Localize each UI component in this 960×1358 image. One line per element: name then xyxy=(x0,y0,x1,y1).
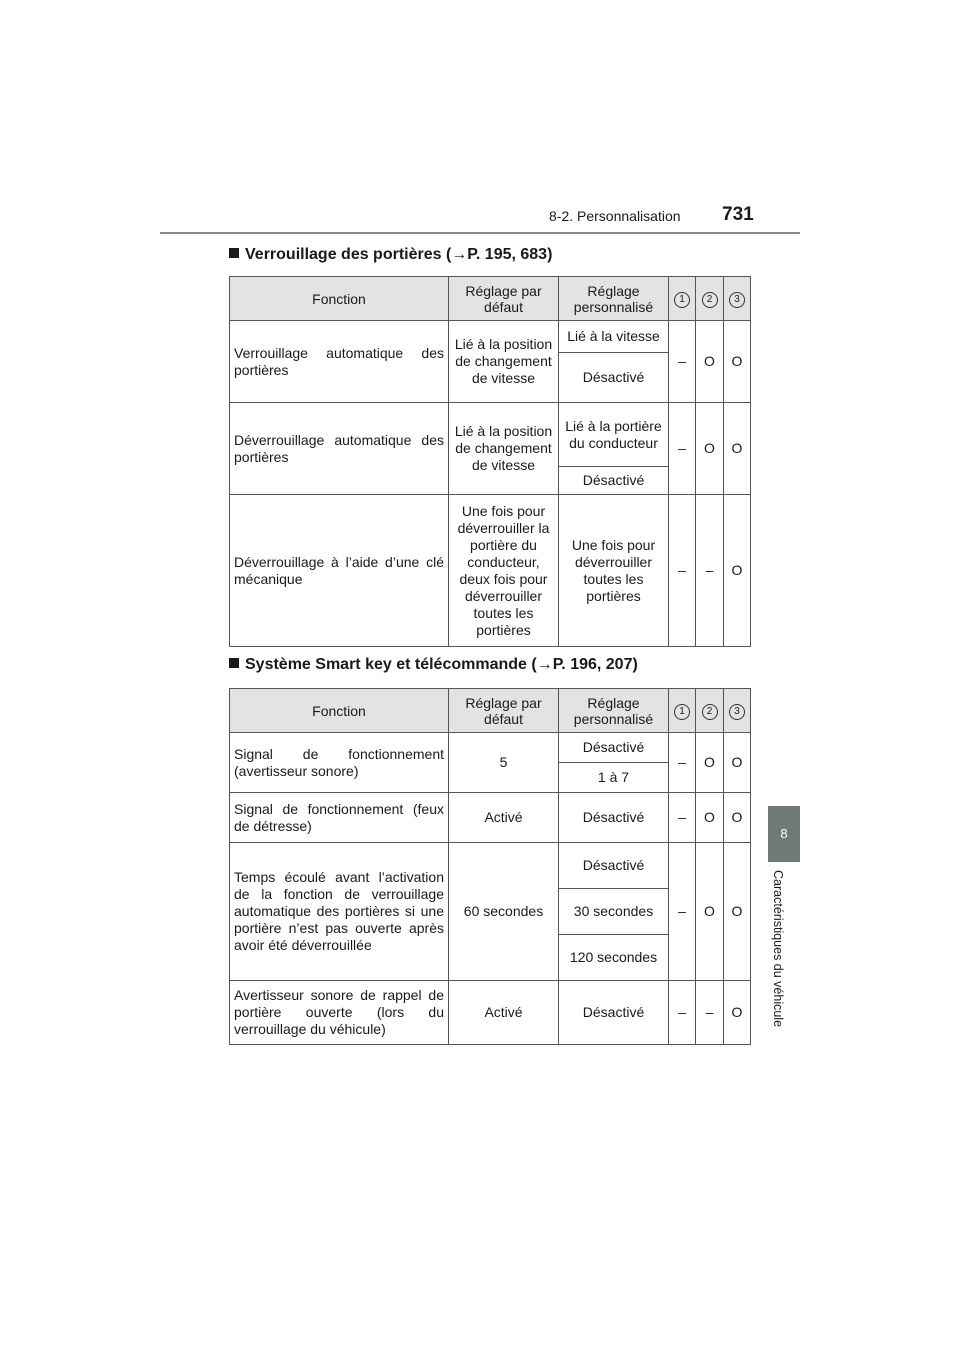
cell-c1: – xyxy=(669,403,696,495)
cell-custom: Une fois pour déverrouiller toutes les portières xyxy=(559,495,669,647)
cell-c2: O xyxy=(696,843,724,981)
cell-c3: O xyxy=(724,793,751,843)
cell-c1: – xyxy=(669,793,696,843)
cell-function: Verrouillage automatique des portières xyxy=(230,321,449,403)
cell-default: 5 xyxy=(449,733,559,793)
cell-custom: Désactivé xyxy=(559,353,669,403)
cell-function: Avertisseur sonore de rappel de portière ouverte (lors du verrouillage du véhicule) xyxy=(230,981,449,1045)
smart-key-table xyxy=(229,688,751,1045)
cell-c1: – xyxy=(669,981,696,1045)
table-row xyxy=(230,495,751,647)
cell-c3: O xyxy=(724,981,751,1045)
circled-3-icon: 3 xyxy=(729,704,745,720)
cell-custom: Désactivé xyxy=(559,467,669,495)
cell-c3: O xyxy=(724,733,751,793)
cell-c1: – xyxy=(669,733,696,793)
cell-c2: O xyxy=(696,321,724,403)
table-row xyxy=(230,733,751,763)
table-header-row xyxy=(230,277,751,321)
cell-c3: O xyxy=(724,403,751,495)
col-3 xyxy=(724,277,751,321)
cell-custom: Désactivé xyxy=(559,843,669,889)
table-header-row xyxy=(230,689,751,733)
col-defaut: Réglage par défaut xyxy=(449,689,559,733)
cell-custom: 120 secondes xyxy=(559,935,669,981)
cell-custom: 1 à 7 xyxy=(559,763,669,793)
table-row xyxy=(230,403,751,467)
col-defaut: Réglage par défaut xyxy=(449,277,559,321)
cell-c2: – xyxy=(696,981,724,1045)
section-title-text: Verrouillage des portières (→P. 195, 683) xyxy=(245,246,553,263)
col-3 xyxy=(724,689,751,733)
cell-custom: Désactivé xyxy=(559,981,669,1045)
cell-function: Déverrouillage à l’aide d’une clé mécanique xyxy=(230,495,449,647)
cell-c2: – xyxy=(696,495,724,647)
square-bullet-icon xyxy=(229,248,239,258)
chapter-label: Caractéristiques du véhicule xyxy=(771,870,785,1028)
table-row xyxy=(230,321,751,353)
cell-c1: – xyxy=(669,495,696,647)
cell-custom: Lié à la vitesse xyxy=(559,321,669,353)
table-row xyxy=(230,793,751,843)
cell-c1: – xyxy=(669,843,696,981)
chapter-tab: 8 xyxy=(768,806,800,862)
circled-1-icon: 1 xyxy=(674,704,690,720)
cell-default: 60 secondes xyxy=(449,843,559,981)
cell-default: Une fois pour déverrouiller la portière du conducteur, deux fois pour déverrouiller toutes les portières xyxy=(449,495,559,647)
col-fonction: Fonction xyxy=(230,277,449,321)
cell-c3: O xyxy=(724,843,751,981)
circled-3-icon: 3 xyxy=(729,292,745,308)
col-2 xyxy=(696,277,724,321)
col-personnalise: Réglage personnalisé xyxy=(559,277,669,321)
square-bullet-icon xyxy=(229,658,239,668)
section-title-smart-key xyxy=(229,656,638,674)
cell-custom: Lié à la portière du conducteur xyxy=(559,403,669,467)
circled-2-icon: 2 xyxy=(702,292,718,308)
circled-1-icon: 1 xyxy=(674,292,690,308)
table-row xyxy=(230,981,751,1045)
section-title-door-locking xyxy=(229,246,552,264)
cell-default: Activé xyxy=(449,981,559,1045)
cell-c2: O xyxy=(696,403,724,495)
running-header-section: 8-2. Personnalisation xyxy=(549,208,681,224)
cell-custom: 30 secondes xyxy=(559,889,669,935)
col-fonction: Fonction xyxy=(230,689,449,733)
table-row xyxy=(230,843,751,889)
section-title-text: Système Smart key et télécommande (→P. 196, 207) xyxy=(245,656,638,673)
col-1 xyxy=(669,689,696,733)
col-1 xyxy=(669,277,696,321)
cell-default: Lié à la position de changement de vitesse xyxy=(449,403,559,495)
cell-default: Lié à la position de changement de vitesse xyxy=(449,321,559,403)
header-rule xyxy=(160,232,800,234)
page-number: 731 xyxy=(722,204,754,225)
cell-c2: O xyxy=(696,733,724,793)
cell-custom: Désactivé xyxy=(559,793,669,843)
door-locking-table xyxy=(229,276,751,647)
col-personnalise: Réglage personnalisé xyxy=(559,689,669,733)
cell-function: Signal de fonctionnement (feux de détresse) xyxy=(230,793,449,843)
cell-default: Activé xyxy=(449,793,559,843)
cell-c3: O xyxy=(724,495,751,647)
cell-custom: Désactivé xyxy=(559,733,669,763)
col-2 xyxy=(696,689,724,733)
cell-c1: – xyxy=(669,321,696,403)
cell-c3: O xyxy=(724,321,751,403)
circled-2-icon: 2 xyxy=(702,704,718,720)
cell-c2: O xyxy=(696,793,724,843)
cell-function: Signal de fonctionnement (avertisseur sonore) xyxy=(230,733,449,793)
cell-function: Déverrouillage automatique des portières xyxy=(230,403,449,495)
cell-function: Temps écoulé avant l’activation de la fonction de verrouillage automatique des portières si une portière n’est pas ouverte après avoir été déverrouillée xyxy=(230,843,449,981)
